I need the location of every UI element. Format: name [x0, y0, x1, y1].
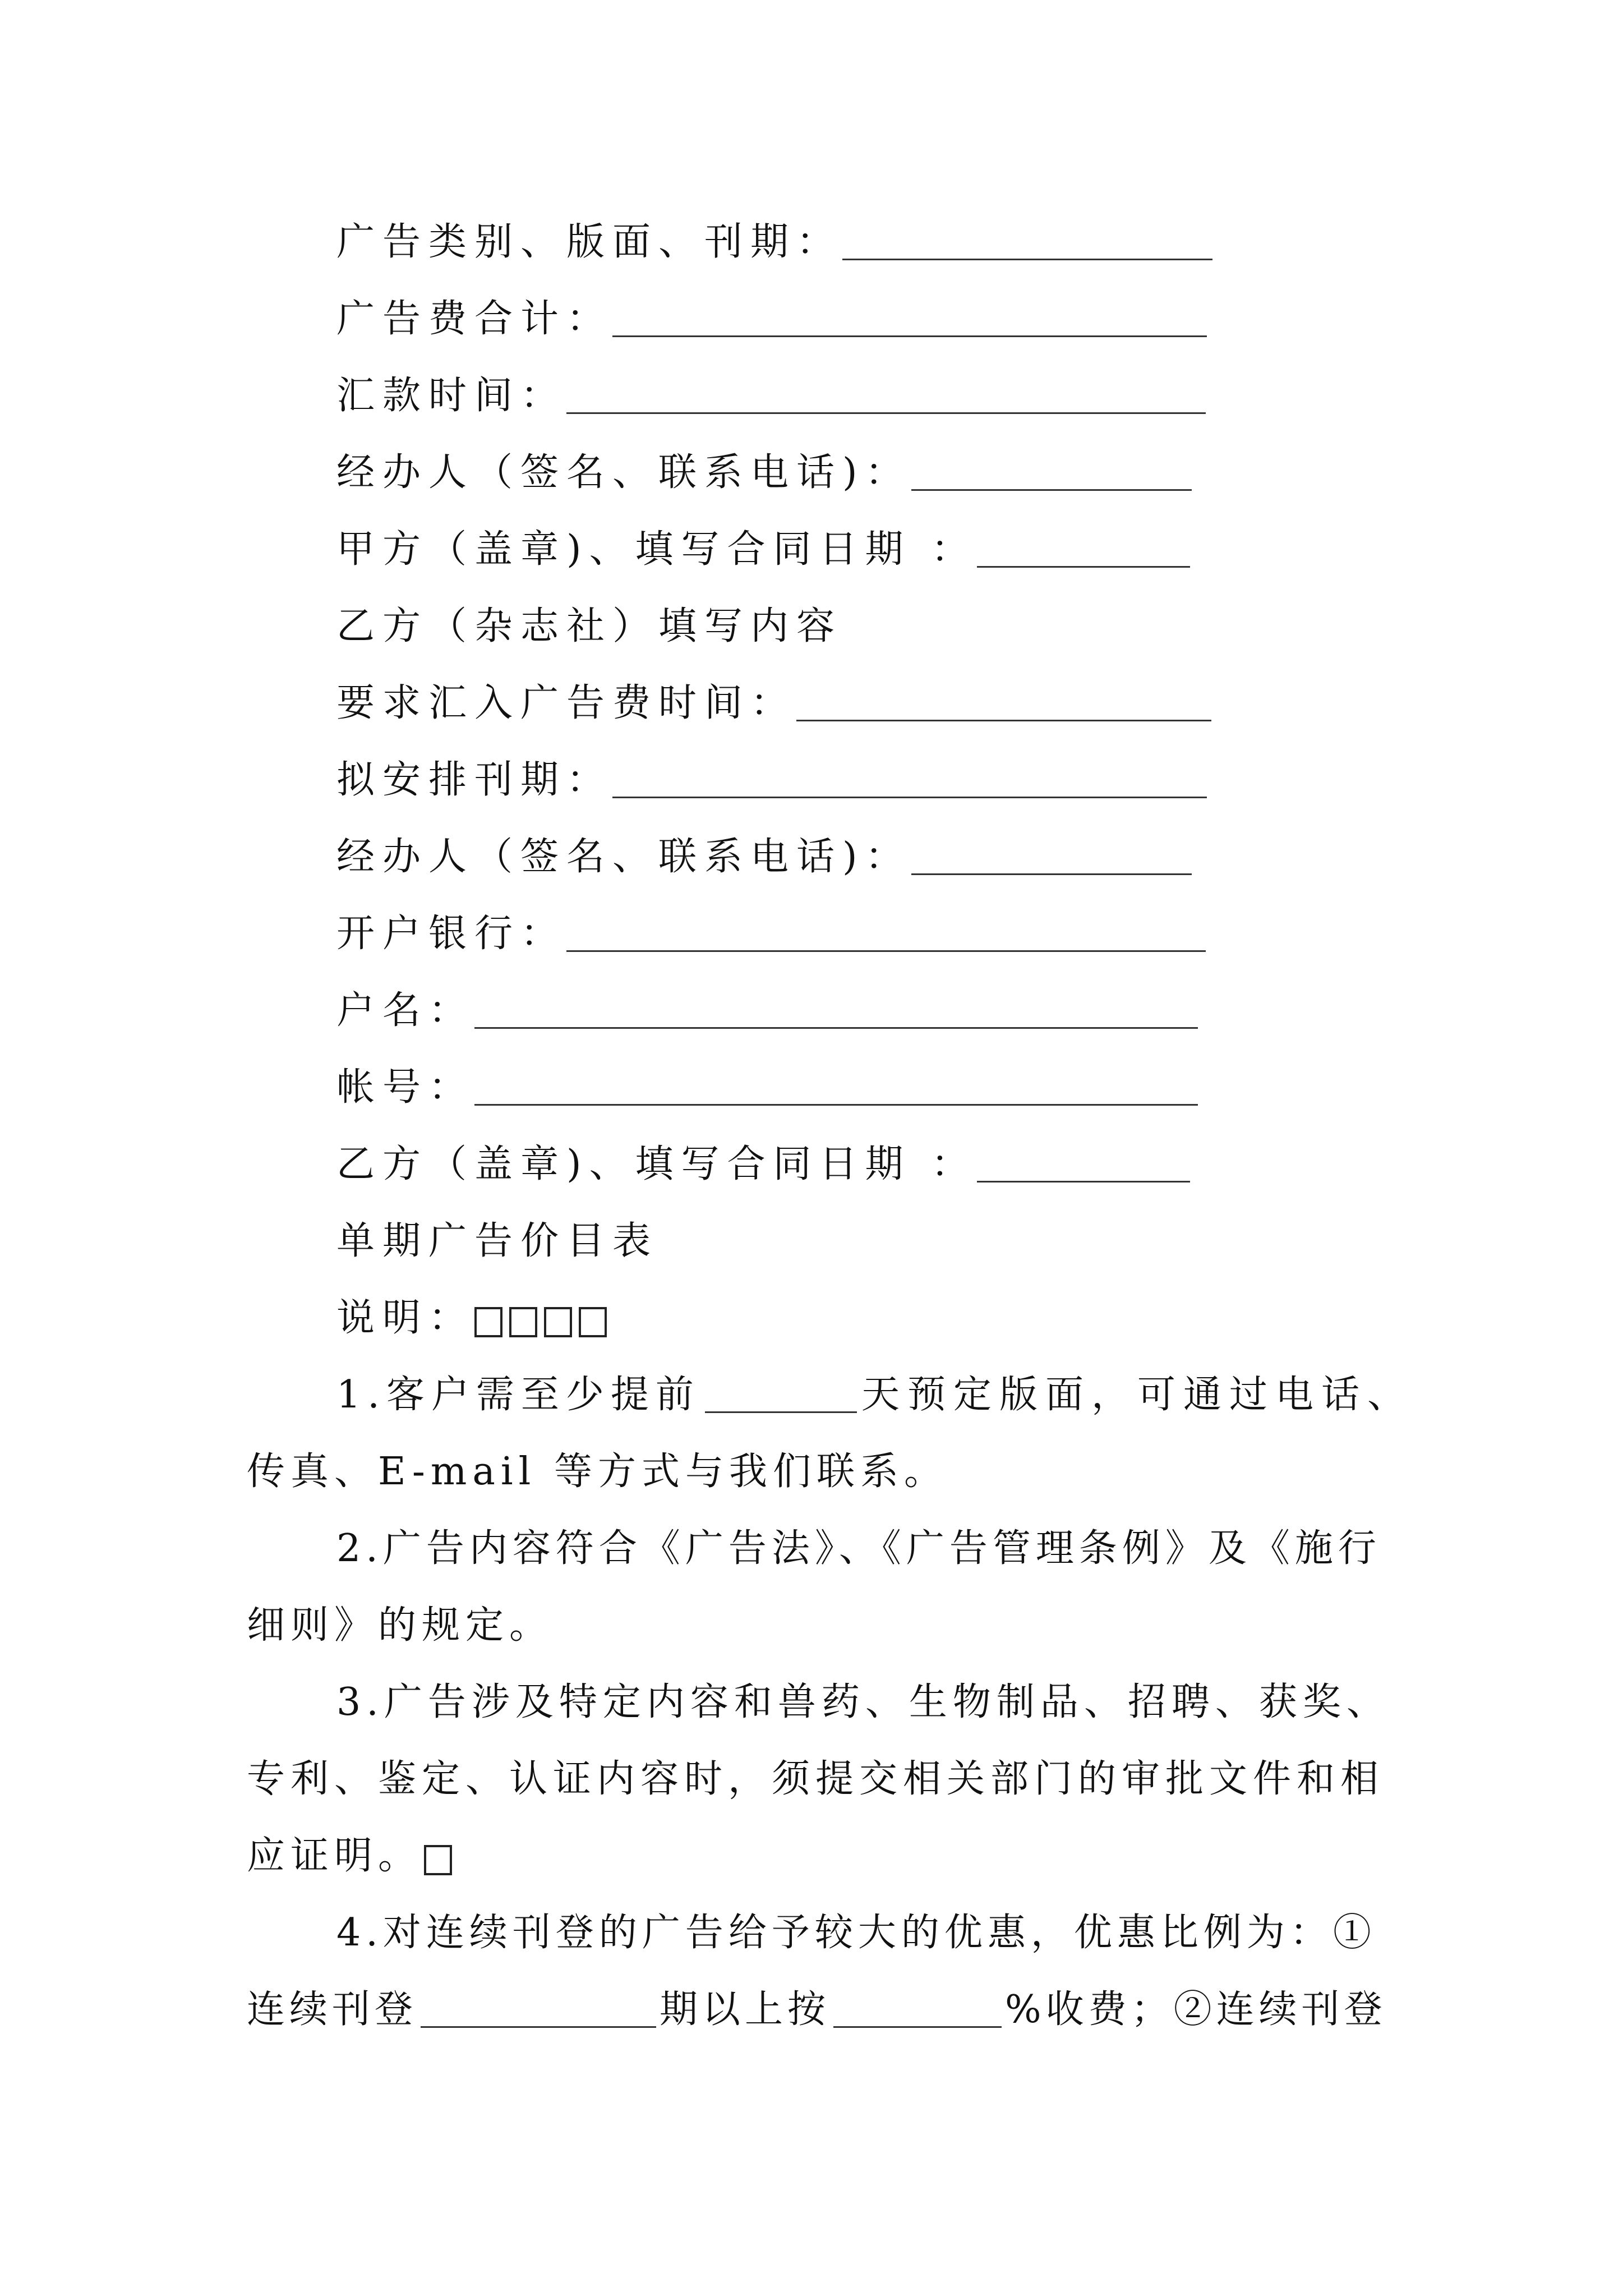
form-row-handler-a [336, 450, 1192, 495]
handler-a-blank[interactable] [911, 489, 1192, 491]
note-3-line-1 [336, 1680, 1390, 1724]
account-no-label: 帐号： [336, 1065, 475, 1110]
price-table-title-text: 单期广告价目表 [336, 1219, 659, 1263]
advance-days-blank[interactable] [705, 1411, 857, 1413]
remit-time-blank[interactable] [566, 412, 1206, 414]
form-row-party-b-seal [336, 1142, 1190, 1186]
account-no-blank[interactable] [474, 1104, 1198, 1106]
form-row-account-no [336, 1065, 1198, 1110]
note-3-line-2-text: 专利、鉴定、认证内容时，须提交相关部门的审批文件和相 [247, 1757, 1385, 1801]
form-row-remit-time [336, 374, 1206, 418]
note-3-line-3 [247, 1834, 459, 1878]
placeholder-box-glyph [474, 1307, 502, 1337]
ad-category-blank[interactable] [842, 259, 1212, 260]
form-row-planned-issue [336, 758, 1207, 802]
party-b-section-title-text: 乙方（杂志社）填写内容 [336, 604, 843, 648]
placeholder-box-glyph [544, 1307, 572, 1337]
ad-category-label: 广告类别、版面、刊期： [336, 220, 843, 264]
note-4-line-2 [247, 1987, 1387, 2032]
note-2-line-2-text: 细则》的规定。 [247, 1603, 554, 1648]
note-3-line-2 [247, 1757, 1385, 1801]
bank-blank[interactable] [566, 950, 1206, 952]
handler-a-label: 经办人（签名、联系电话)： [336, 450, 911, 495]
price-table-title [336, 1219, 659, 1263]
consecutive-issues-blank[interactable] [421, 2026, 656, 2028]
note-4-line-2-b: 期以上按 [660, 1987, 831, 2032]
account-name-label: 户名： [336, 988, 475, 1033]
placeholder-box-glyph [424, 1845, 452, 1875]
notes-label: 说明： [336, 1296, 475, 1340]
note-4-line-2-c: %收费；②连续刊登 [1005, 1987, 1387, 2032]
party-b-seal-label: 乙方（盖章)、填写合同日期 ： [336, 1142, 978, 1186]
discount-percent-blank[interactable] [833, 2026, 1002, 2028]
note-4-line-1 [336, 1911, 1376, 1955]
form-row-bank [336, 912, 1206, 956]
note-2-line-2 [247, 1603, 554, 1648]
party-b-date-blank[interactable] [977, 1181, 1190, 1182]
ad-fee-total-label: 广告费合计： [336, 297, 613, 341]
placeholder-box-glyph [579, 1307, 607, 1337]
form-row-handler-b [336, 835, 1192, 879]
notes-heading [336, 1296, 614, 1340]
handler-b-blank[interactable] [911, 873, 1192, 875]
planned-issue-label: 拟安排刊期： [336, 758, 613, 802]
party-b-section-title [336, 604, 843, 648]
ad-fee-total-blank[interactable] [612, 335, 1207, 337]
account-name-blank[interactable] [474, 1027, 1198, 1029]
planned-issue-blank[interactable] [612, 797, 1207, 798]
note-4-line-1-text: 4.对连续刊登的广告给予较大的优惠，优惠比例为：① [336, 1911, 1376, 1955]
note-1-suffix: 天预定版面，可通过电话、 [861, 1373, 1413, 1417]
note-2-line-1-text: 2.广告内容符合《广告法》、《广告管理条例》及《施行 [336, 1526, 1381, 1571]
remit-time-label: 汇款时间： [336, 374, 567, 418]
party-a-date-blank[interactable] [977, 566, 1190, 568]
handler-b-label: 经办人（签名、联系电话)： [336, 835, 911, 879]
required-remit-time-blank[interactable] [796, 720, 1211, 721]
note-3-line-3-text: 应证明。 [247, 1834, 422, 1878]
form-row-account-name [336, 988, 1198, 1033]
note-1-line-2 [247, 1450, 948, 1494]
bank-label: 开户银行： [336, 912, 567, 956]
note-4-line-2-a: 连续刊登 [247, 1987, 418, 2032]
note-3-line-1-text: 3.广告涉及特定内容和兽药、生物制品、招聘、获奖、 [336, 1680, 1390, 1724]
form-row-required-remit-time [336, 681, 1211, 725]
form-row-party-a-seal [336, 527, 1190, 572]
form-row-ad-fee-total [336, 297, 1207, 341]
note-1-prefix: 1.客户需至少提前 [336, 1373, 700, 1417]
placeholder-box-glyph [509, 1307, 537, 1337]
form-row-ad-category [336, 220, 1212, 264]
party-a-seal-label: 甲方（盖章)、填写合同日期 ： [336, 527, 978, 572]
note-2-line-1 [336, 1526, 1381, 1571]
required-remit-time-label: 要求汇入广告费时间： [336, 681, 797, 725]
note-1-line-2-text: 传真、E-mail 等方式与我们联系。 [247, 1450, 948, 1494]
note-1-line-1 [336, 1373, 1413, 1417]
